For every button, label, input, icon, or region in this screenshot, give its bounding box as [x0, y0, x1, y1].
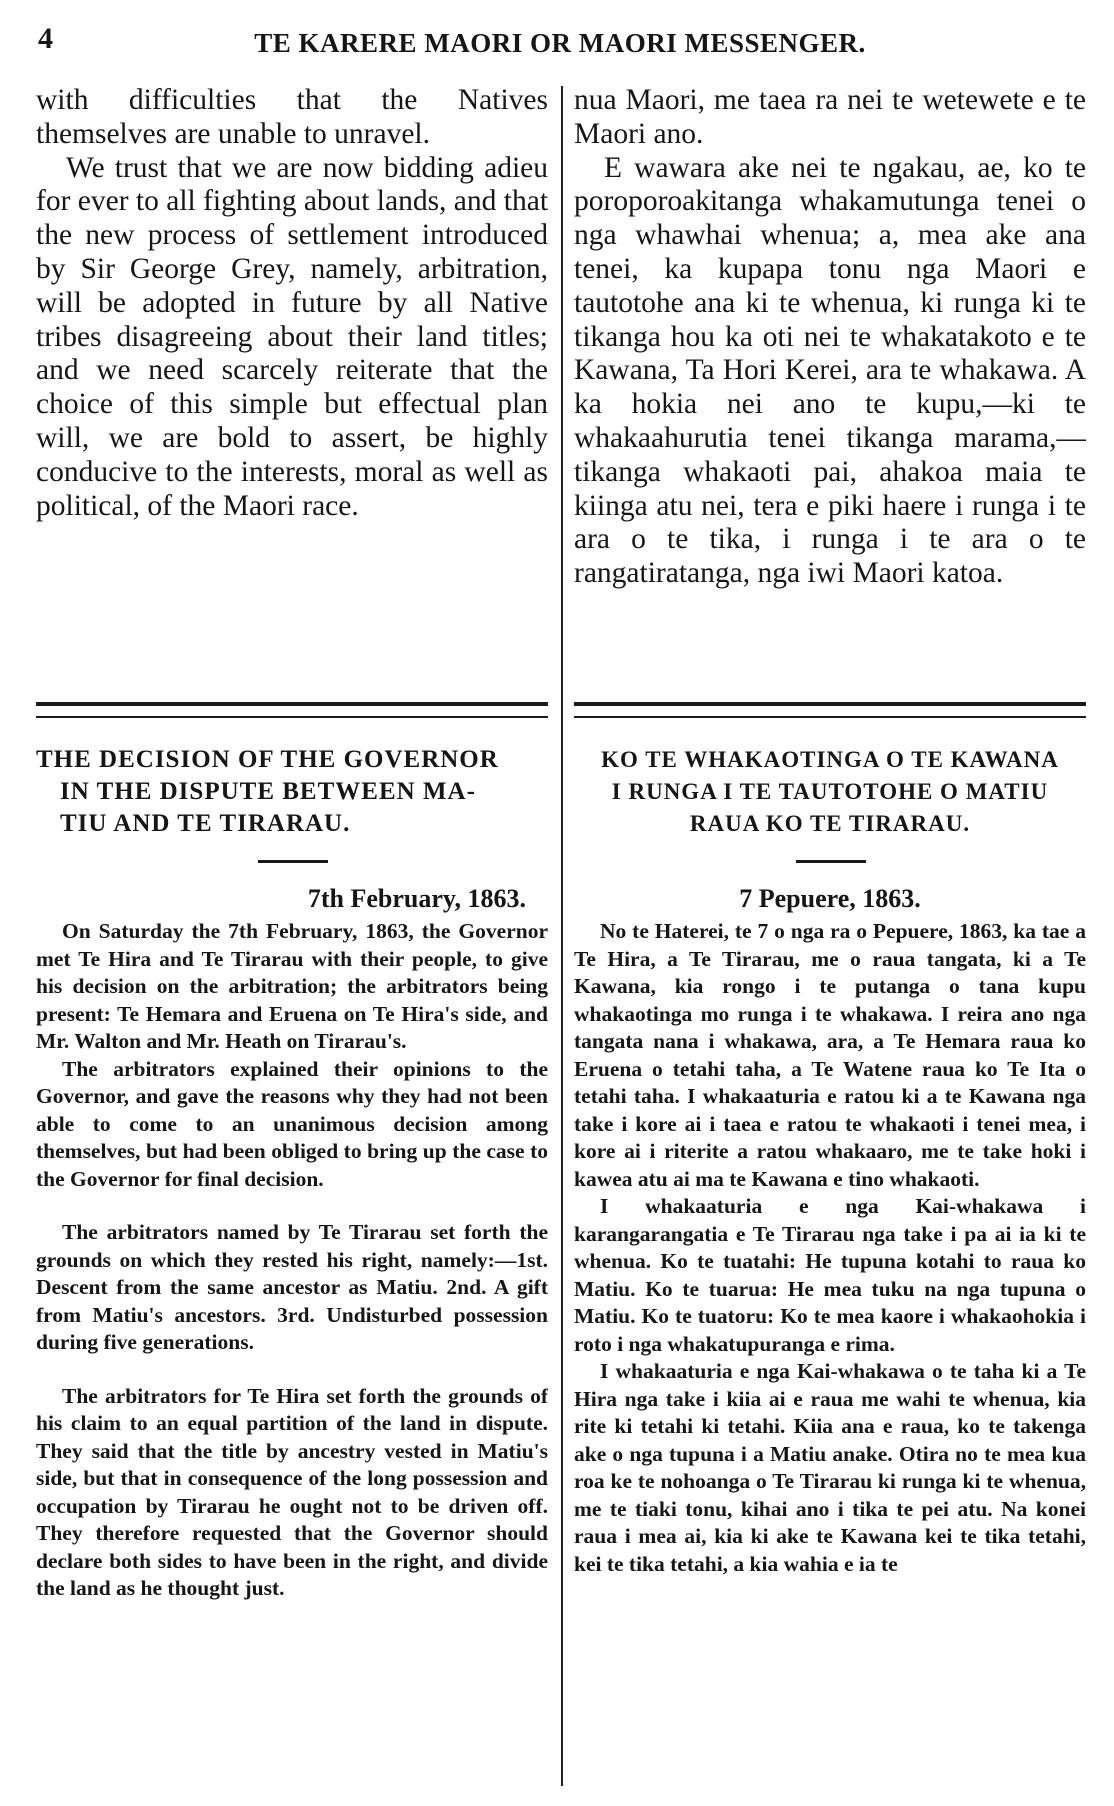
article-paragraph: I whakaaturia e nga Kai-whakawa i karangarangatia e Te Tirarau nga take i pa ai ia ki te whenua. Ko te tuatahi: He tupuna kotahi to raua ko Matiu. Ko te tuarua: He mea tuku na nga tupuna o Matiu. Ko te tuatoru: Ko te mea kaore i whakaohokia i roto i nga whakatupuranga e rima. [574, 1194, 1086, 1356]
right-top-paragraph: E wawara ake nei te ngakau, ae, ko te poroporoakitanga whakamutunga tenei o nga whawhai whenua; a, mea ake ana tenei, ka kupapa tonu nga Maori e tautotohe ana ki te whenua, ki runga ki te tikanga hou ka oti nei te whakatakoto e te Kawana, Ta Hori Kerei, ara te whakawa. A ka hokia nei ano te kupu,—ki te whakaahurutia tenei tikanga marama,—tikanga whakaoti pai, ahakoa maia te kiinga atu nei, tera e piki haere i runga i te ara o te tika, i runga i te ara o te rangatiratanga, nga iwi Maori katoa. [574, 151, 1086, 590]
article-body-maori [574, 918, 1086, 1788]
dateline-maori: 7 Pepuere, 1863. [739, 884, 921, 913]
left-top-paragraph: We trust that we are now bidding adieu for ever to all fighting about lands, and that the new process of settlement introduced by Sir George Grey, namely, arbitration, will be adopted in future by all Native tribes disagreeing about their land titles; and we need scarcely reiterate that the choice of this simple but effectual plan will, we are bold to assert, be highly conducive to the interests, moral as well as political, of the Maori race. [36, 151, 548, 522]
column-divider [561, 86, 563, 1786]
heading-rule-left [258, 860, 328, 863]
article-paragraph: The arbitrators named by Te Tirarau set forth the grounds on which they rested his right, namely:—1st. Descent from the same ancestor as Matiu. 2nd. A gift from Matiu's ancestors. 3rd. Undisturbed possession during five generations. [36, 1220, 548, 1354]
article-paragraph: On Saturday the 7th February, 1863, the Governor met Te Hira and Te Tirarau with their people, to give his decision on the arbitration; the arbitrators being present: Te Hemara and Eruena on Te Hira's side, and Mr. Walton and Mr. Heath on Tirarau's. [36, 919, 548, 1053]
left-top-text [36, 84, 548, 704]
heading-line: I RUNGA I TE TAUTOTOHE O MATIU [611, 779, 1049, 804]
article-paragraph: The arbitrators explained their opinions to the Governor, and gave the reasons why they had not been able to come to an unanimous decision among themselves, but had been obliged to bring up the case to the Governor for final decision. [36, 1056, 548, 1191]
heading-line: KO TE WHAKAOTINGA O TE KAWANA [601, 747, 1059, 772]
section-rule-left [36, 702, 548, 718]
heading-rule-right [796, 860, 866, 863]
heading-line: THE DECISION OF THE GOVERNOR [36, 746, 499, 773]
section-rule-right [574, 702, 1086, 718]
left-top-paragraph: with difficulties that the Natives themselves are unable to unravel. [36, 84, 548, 150]
right-top-text [574, 84, 1086, 704]
heading-line: IN THE DISPUTE BETWEEN MA- [60, 778, 476, 805]
article-heading-maori [574, 744, 1086, 848]
page-number: 4 [38, 22, 53, 55]
heading-line: TIU AND TE TIRARAU. [60, 810, 351, 837]
heading-line: RAUA KO TE TIRARAU. [689, 811, 971, 836]
article-heading-english [36, 744, 548, 848]
running-title: TE KARERE MAORI OR MAORI MESSENGER. [254, 28, 866, 58]
article-paragraph: No te Haterei, te 7 o nga ra o Pepuere, 1863, ka tae a Te Hira, a Te Tirarau, me o raua tangata, ki a Te Kawana, kia rongo i te putanga o tana kupu whakaotinga mo runga i te whakawa. I reira ano nga tangata nana i whakawa, ara, a Te Hemara raua ko Eruena o tetahi taha, a Te Watene raua ko Te Ita o tetahi taha. I whakaaturia e ratou ki a te Kawana nga take i kore ai i taea e ratou te whakaoti i tenei mea, i kore ai i riterite a ratou whakaaro, me te take hoki i kawea atu ai ma te Kawana e tino whakaoti. [574, 919, 1086, 1191]
right-top-paragraph: nua Maori, me taea ra nei te wetewete e te Maori ano. [574, 84, 1086, 150]
article-body-english [36, 918, 548, 1788]
article-paragraph: The arbitrators for Te Hira set forth the grounds of his claim to an equal partition of the land in dispute. They said that the title by ancestry vested in Matiu's side, but that in consequence of the long possession and occupation by Tirarau he ought not to be driven off. They therefore requested that the Governor should declare both sides to have been in the right, and divide the land as he thought just. [36, 1383, 548, 1600]
article-paragraph: I whakaaturia e nga Kai-whakawa o te taha ki a Te Hira nga take i kiia ai e raua me wahi te whenua, kia rite ki tetahi ki tetahi. Kiia ana e raua, ko te takenga ake o nga tupuna i a Matiu anake. Otira no te mea kua roa ke te nohoanga o Te Tirarau ki runga ki te whenua, me te tiaki tonu, kihai ano i tika te pei atu. Na konei raua i mea ai, kia ki ake te Kawana kei te tika tetahi, kei te tika tetahi, a kia wahia e ia te [574, 1359, 1086, 1576]
dateline-english: 7th February, 1863. [307, 884, 526, 913]
